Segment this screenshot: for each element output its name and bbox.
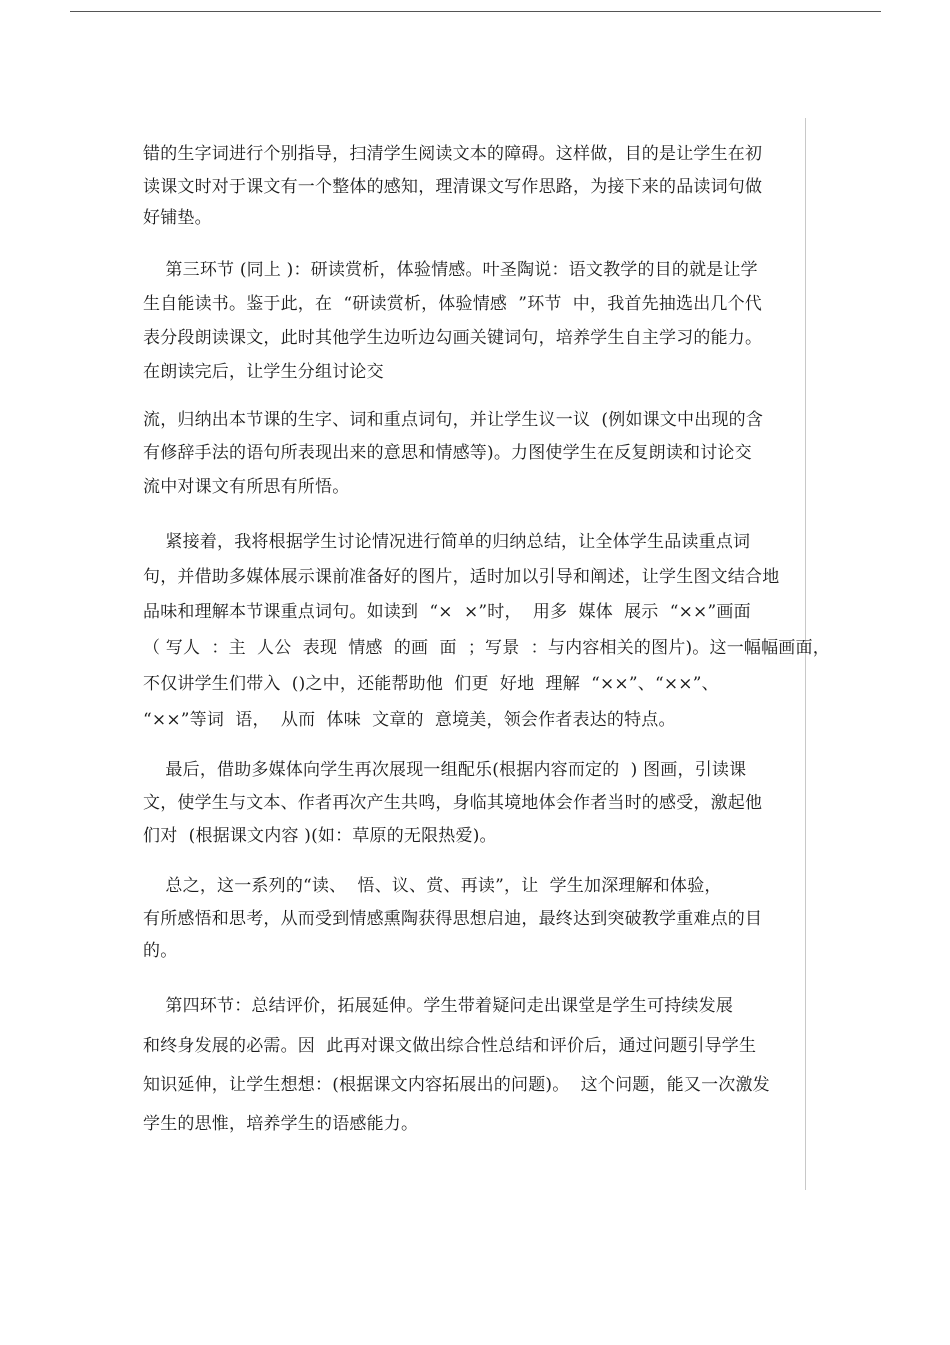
- text-line: “××”等词 语， 从而 体味 文章的 意境美，领会作者表达的特点。: [143, 710, 676, 730]
- text-line: 有修辞手法的语句所表现出来的意思和情感等)。力图使学生在反复朗读和讨论交: [143, 443, 752, 463]
- text-line: 表分段朗读课文，此时其他学生边听边勾画关键词句，培养学生自主学习的能力。: [143, 328, 763, 348]
- text-line: 在朗读完后，让学生分组讨论交: [143, 362, 384, 382]
- text-line: 错的生字词进行个别指导，扫清学生阅读文本的障碍。这样做，目的是让学生在初: [143, 144, 763, 164]
- text-line: 的。: [143, 941, 178, 961]
- text-line: 生自能读书。鉴于此，在 “研读赏析，体验情感 ”环节 中，我首先抽选出几个代: [143, 294, 763, 314]
- text-line: 品味和理解本节课重点词句。如读到 “× ×”时， 用多 媒体 展示 “××”画面: [143, 602, 751, 622]
- text-line: 知识延伸，让学生想想：(根据课文内容拓展出的问题)。 这个问题，能又一次激发: [143, 1075, 770, 1095]
- text-line: 有所感悟和思考，从而受到情感熏陶获得思想启迪，最终达到突破教学重难点的目: [143, 909, 763, 929]
- text-line: （ 写人 ：主 人公 表现 情感 的画 面 ；写景 ：与内容相关的图片)。这一幅幅画面，: [143, 638, 830, 658]
- text-line: 流中对课文有所思有所悟。: [143, 477, 350, 497]
- text-line: 第三环节 (同上 )：研读赏析，体验情感。叶圣陶说：语文教学的目的就是让学: [143, 260, 758, 280]
- text-line: 最后，借助多媒体向学生再次展现一组配乐(根据内容而定的 ) 图画，引读课: [143, 760, 747, 780]
- text-line: 句，并借助多媒体展示课前准备好的图片，适时加以引导和阐述，让学生图文结合地: [143, 567, 780, 587]
- text-line: 和终身发展的必需。因 此再对课文做出综合性总结和评价后，通过问题引导学生: [143, 1036, 757, 1056]
- text-line: 总之，这一系列的“读、 悟、议、赏、再读”，让 学生加深理解和体验，: [143, 876, 722, 896]
- text-line: 紧接着，我将根据学生讨论情况进行简单的归纳总结，让全体学生品读重点词: [143, 532, 751, 552]
- text-line: 文，使学生与文本、作者再次产生共鸣，身临其境地体会作者当时的感受，激起他: [143, 793, 763, 813]
- text-line: 不仅讲学生们带入 ()之中，还能帮助他 们更 好地 理解 “××”、“××”、: [143, 674, 719, 694]
- text-line: 第四环节：总结评价，拓展延伸。学生带着疑问走出课堂是学生可持续发展: [143, 996, 734, 1016]
- text-line: 流，归纳出本节课的生字、词和重点词句，并让学生议一议 (例如课文中出现的含: [143, 410, 764, 430]
- text-line: 学生的思惟，培养学生的语感能力。: [143, 1114, 419, 1134]
- text-line: 好铺垫。: [143, 208, 212, 228]
- text-line: 们对 (根据课文内容 )(如：草原的无限热爱)。: [143, 826, 497, 846]
- text-line: 读课文时对于课文有一个整体的感知，理清课文写作思路，为接下来的品读词句做: [143, 177, 763, 197]
- header-rule: [70, 11, 881, 12]
